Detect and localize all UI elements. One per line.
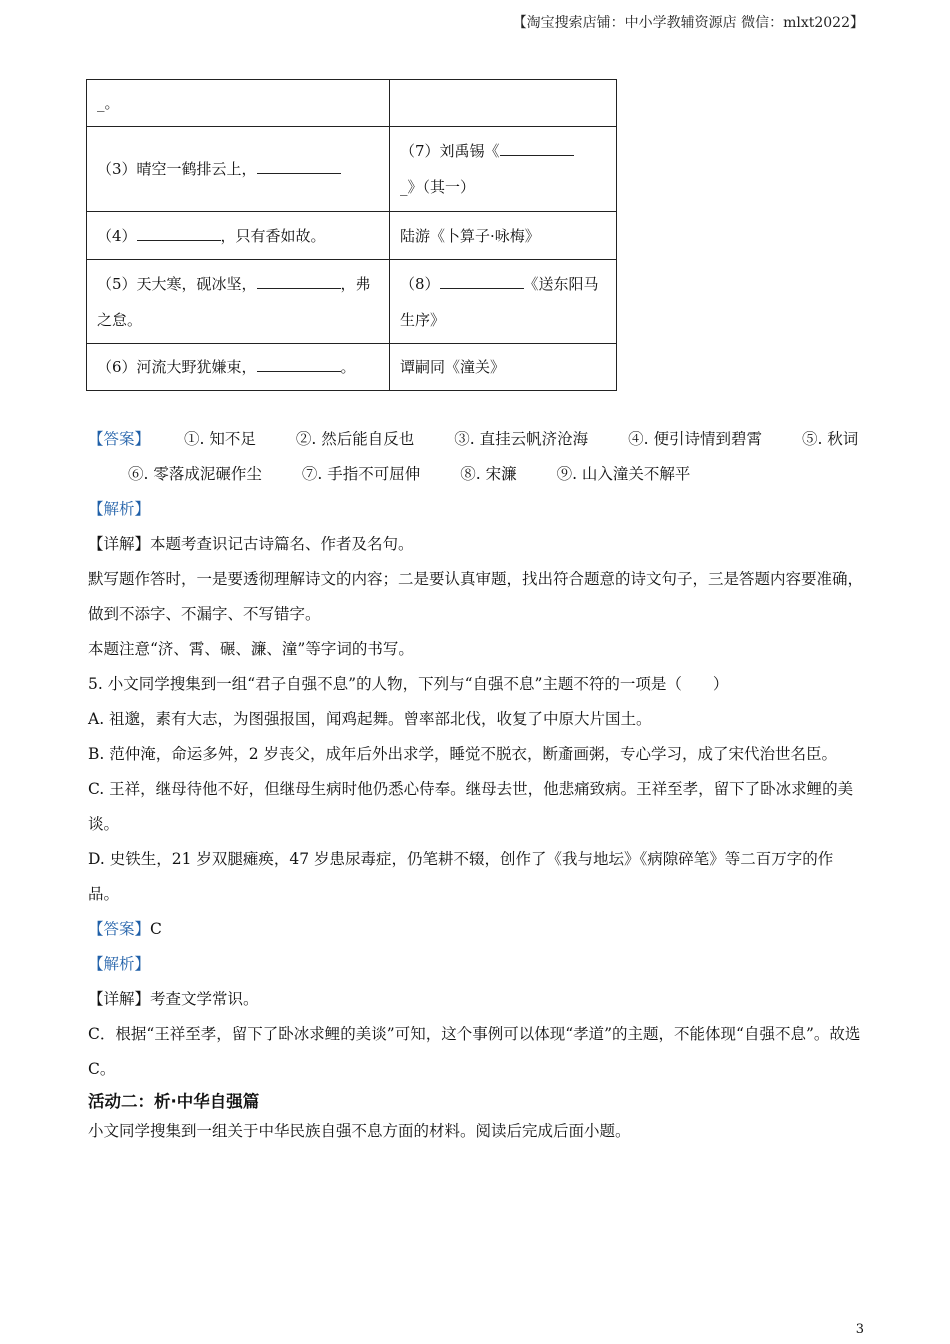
document-body bbox=[88, 422, 863, 1145]
table-cell bbox=[87, 260, 390, 344]
cell-text: （6）河流大野犹嫌束， bbox=[97, 358, 257, 376]
answer-line bbox=[88, 912, 863, 947]
option-c: C. 王祥，继母待他不好，但继母生病时他仍悉心侍奉。继母去世，他悲痛致病。王祥至孝，留下了卧冰求鲤的美谈。 bbox=[88, 780, 854, 833]
option-b: B. 范仲淹，命运多舛，2 岁丧父，成年后外出求学，睡觉不脱衣，断齑画粥，专心学习，成了宋代治世名臣。 bbox=[88, 745, 838, 763]
table-cell: 谭嗣同《潼关》 bbox=[390, 344, 617, 391]
answer-item: ②. 然后能自反也 bbox=[295, 430, 415, 448]
answer-item: ⑤. 秋词 bbox=[801, 430, 859, 448]
option-a: A. 祖邈，素有大志，为图强报国，闻鸡起舞。曾率部北伐，收复了中原大片国土。 bbox=[88, 710, 652, 728]
table-row bbox=[87, 344, 617, 391]
cell-text: （4） bbox=[97, 226, 137, 245]
blank-line bbox=[257, 355, 341, 372]
cell-text: （3）晴空一鹤排云上， bbox=[97, 160, 257, 178]
cell-text: （8） bbox=[400, 274, 440, 293]
table-row bbox=[87, 260, 617, 344]
answer-item: ①. 知不足 bbox=[184, 430, 256, 448]
section-intro: 小文同学搜集到一组关于中华民族自强不息方面的材料。阅读后完成后面小题。 bbox=[88, 1122, 631, 1140]
cell-text: （7）刘禹锡《 bbox=[400, 142, 500, 160]
table-cell bbox=[390, 260, 617, 344]
poem-table bbox=[86, 79, 617, 391]
option-d: D. 史铁生，21 岁双腿瘫痪，47 岁患尿毒症，仍笔耕不辍，创作了《我与地坛》《病隙碎笔》等二百万字的作品。 bbox=[88, 850, 834, 903]
explanation: C．根据“王祥至孝，留下了卧冰求鲤的美谈”可知，这个事例可以体现“孝道”的主题，不能体现“自强不息”。故选 C。 bbox=[88, 1025, 861, 1078]
answer-item: ⑨. 山入潼关不解平 bbox=[556, 465, 691, 483]
answer-tag: 【答案】 bbox=[88, 430, 151, 448]
answer-line bbox=[88, 457, 863, 492]
table-cell: 陆游《卜算子·咏梅》 bbox=[390, 212, 617, 260]
cell-text: ，弗之怠。 bbox=[97, 274, 371, 329]
analysis-tag: 【解析】 bbox=[88, 500, 151, 518]
table-cell bbox=[87, 212, 390, 260]
answer-item: ④. 便引诗情到碧霄 bbox=[628, 430, 762, 448]
question-stem: 5. 小文同学搜集到一组“君子自强不息”的人物，下列与“自强不息”主题不符的一项是（ ） bbox=[88, 675, 729, 693]
cell-text: ，只有香如故。 bbox=[220, 226, 326, 245]
answer-item: ③. 直挂云帆济沧海 bbox=[454, 430, 589, 448]
table-row bbox=[87, 127, 617, 212]
page-header: 【淘宝搜索店铺：中小学教辅资源店 微信：mlxt2022】 bbox=[512, 15, 864, 31]
table-cell bbox=[390, 80, 617, 127]
answer-item: ⑥. 零落成泥碾作尘 bbox=[128, 465, 262, 483]
cell-text: _》（其一） bbox=[400, 178, 476, 196]
answer-line bbox=[88, 422, 863, 457]
table-cell: _。 bbox=[87, 80, 390, 127]
cell-text: 。 bbox=[340, 358, 356, 376]
answer-tag: 【答案】 bbox=[88, 920, 151, 938]
table-row bbox=[87, 212, 617, 260]
page-number: 3 bbox=[855, 1322, 864, 1337]
answer-value: C bbox=[150, 920, 162, 938]
cell-text: （5）天大寒，砚冰坚， bbox=[97, 274, 257, 293]
analysis-tag: 【解析】 bbox=[88, 955, 151, 973]
paragraph: 默写题作答时，一是要透彻理解诗文的内容；二是要认真审题，找出符合题意的诗文句子，三是答题内容要准确，做到不添字、不漏字、不写错字。 bbox=[88, 570, 864, 623]
blank-line bbox=[137, 224, 221, 241]
cell-text: 《送东阳马生序》 bbox=[400, 274, 599, 329]
detail-text: 【详解】考查文学常识。 bbox=[88, 990, 259, 1008]
answer-item: ⑦. 手指不可屈伸 bbox=[301, 465, 421, 483]
table-cell bbox=[87, 344, 390, 391]
section-title: 活动二：析·中华自强篇 bbox=[88, 1092, 260, 1111]
detail-text: 【详解】本题考查识记古诗篇名、作者及名句。 bbox=[88, 535, 414, 553]
table-cell bbox=[390, 127, 617, 212]
table-cell bbox=[87, 127, 390, 212]
answer-item: ⑧. 宋濂 bbox=[460, 465, 517, 483]
blank-line bbox=[500, 139, 574, 156]
blank-line bbox=[440, 272, 524, 289]
paragraph: 本题注意“济、霄、碾、濂、潼”等字词的书写。 bbox=[88, 640, 414, 658]
blank-line bbox=[257, 272, 341, 289]
table-row bbox=[87, 80, 617, 127]
blank-line bbox=[257, 157, 341, 174]
